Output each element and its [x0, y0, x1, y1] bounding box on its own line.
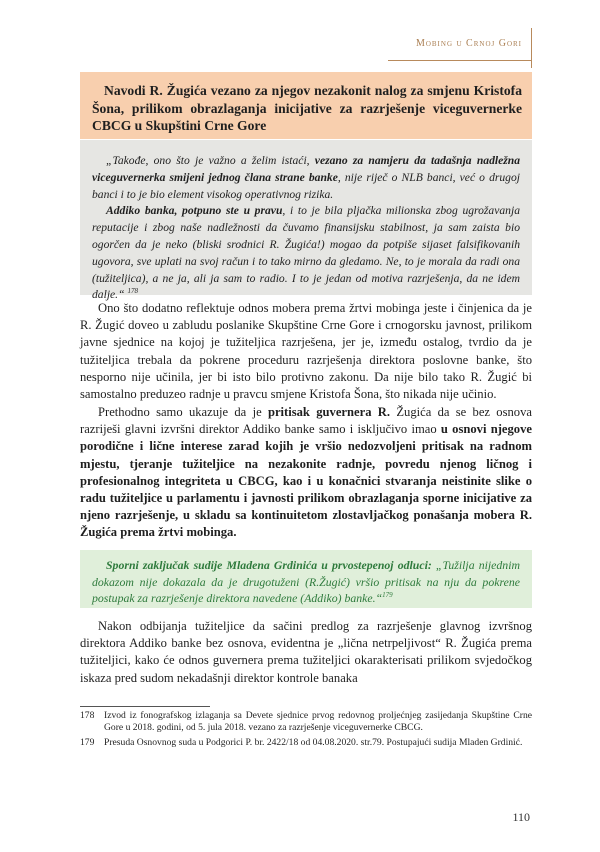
header-vertical-rule — [531, 28, 532, 68]
footnote-ref-178[interactable]: 178 — [127, 287, 138, 296]
footnote-178 — [80, 710, 532, 735]
footnote-text: Izvod iz fonografskog izlaganja sa Devete sjednice prvog redovnog proljećnjeg zasijedanja Skupštine Crne Gore u 2018. godini, od 5. jula 2018. vezano za razrješenje viceguvernerke CBCG. — [104, 710, 532, 734]
quote-text: , i to je bila pljačka milionska zbog ugrožavanja reputacije i zbog naše nadležnosti da čuvamo finansijsku stabilnost, ja sam zaista bio ogorčen da je neko (bliski srodnici R. Žugića!) mogao da potpiše sijaset falsifikovanih ugovora, sve uplati na svoj račun i to tako mirno da gledamo. Ne, to je morala da radi ona (tužiteljica), a ne ja, ali ja sam to radio. I to je jedan od motiva razrješenja, da ne idem dalje.“ — [92, 204, 520, 302]
section-heading-box — [80, 72, 532, 139]
section-heading: Navodi R. Žugića vezano za njegov nezakonit nalog za smjenu Kristofa Šona, prilikom obrazlaganja inicijative za razrješenje viceguvernerke CBCG u Skupštini Crne Gore — [92, 83, 522, 133]
footnote-number: 179 — [80, 736, 95, 748]
footnote-ref-179[interactable]: 179 — [382, 591, 393, 600]
paragraph-text: Prethodno samo ukazuje da je — [98, 405, 268, 419]
quote-box — [80, 140, 532, 302]
quote-paragraph-1 — [92, 153, 520, 203]
page-number: 110 — [512, 810, 530, 824]
quote-paragraph-2 — [92, 203, 520, 304]
paragraph-3: Nakon odbijanja tužiteljice da sačini predlog za razrješenje glavnog izvršnog direktora Addiko banke bez osnova, evidentna je „lična netrpeljivost“ R. Žugića prema tužiteljici, kako će odnos guvernera prema tužiteljici okarakterisati prilikom svjedočkog iskaza pred sudom nekadašnji direktor kontrole banaka — [80, 619, 532, 685]
paragraph-2 — [80, 404, 532, 542]
paragraph-1: Ono što dodatno reflektuje odnos mobera prema žrtvi mobinga jeste i činjenica da je R. Žugić doveo u zabludu poslanike Skupštine Crne Gore i crnogorsku javnost, prilikom javne sjednice na kojoj je tužiteljica razrješena, jer je, između ostalog, tvrdio da je tužiteljica trebala da pokrene proceduru razrješenja direktora poslovne banke, što nesporno nije učinila, jer bi isto bilo protivno zakonu. Da nije bilo tako R. Žugić bi samostalno preduzeo radnje u pravcu smjene Kristofa Šona, što nikada nije učinio. — [80, 301, 532, 402]
running-head: Mobing u Crnoj Gori — [415, 38, 522, 49]
footnotes — [80, 710, 532, 751]
quote-text: , nije riječ o NLB banci, već o drugoj banci i to je bio element visokog operativnog rizika. — [92, 170, 520, 201]
court-conclusion — [92, 557, 520, 607]
footnote-number: 178 — [80, 710, 95, 721]
header-horizontal-rule — [388, 60, 532, 61]
quote-text: „Takođe, ono što je važno a želim istaći, — [106, 154, 315, 167]
paragraph-emphasis: pritisak guvernera R. — [267, 405, 391, 419]
paragraph-emphasis: u osnovi njegove porodične i lične interese zarad kojih je vršio nedozvoljeni pritisak na radnom mjestu, tjeranje tužiteljice na nezakonite radnje, povredu njenog ličnog i profesionalnog integriteta u CBCG, kao i u konačnici stvaranja neistinite slike o radu tužiteljice u parlamentu i javnosti prilikom obrazlaganja sporne inicijative za njeno razrješenje, u skladu sa kontinuitetom zlostavljačkog ponašanja mobera R. Žugića prema žrtvi mobinga. — [80, 422, 532, 540]
quote-emphasis: vezano za namjeru da tadašnja nadležna viceguvernerka smijeni jednog člana strane banke — [92, 154, 520, 184]
footnote-179 — [80, 737, 532, 749]
court-conclusion-box — [80, 550, 532, 608]
quote-emphasis: Addiko banka, potpuno ste u pravu — [106, 204, 283, 218]
paragraph-text: Žugića da se bez osnova razriješi glavni izvršni direktor Addiko banke samo i isključivo imao — [80, 405, 532, 437]
court-conclusion-lead: Sporni zaključak sudije Mladena Grdinića u prvostepenoj odluci: — [106, 558, 432, 572]
footnote-separator — [80, 706, 210, 707]
footnote-text: Presuda Osnovnog suda u Podgorici P. br. 2422/18 od 04.08.2020. str.79. Postupajući sudija Mladen Grdinić. — [104, 736, 523, 748]
court-conclusion-text: „Tužilja nijednim dokazom nije dokazala da je drugotuženi (R.Žugić) vršio pritisak na nju da pokrene postupak za razrješenje direktora navedene (Addiko) banke.“ — [92, 558, 520, 606]
